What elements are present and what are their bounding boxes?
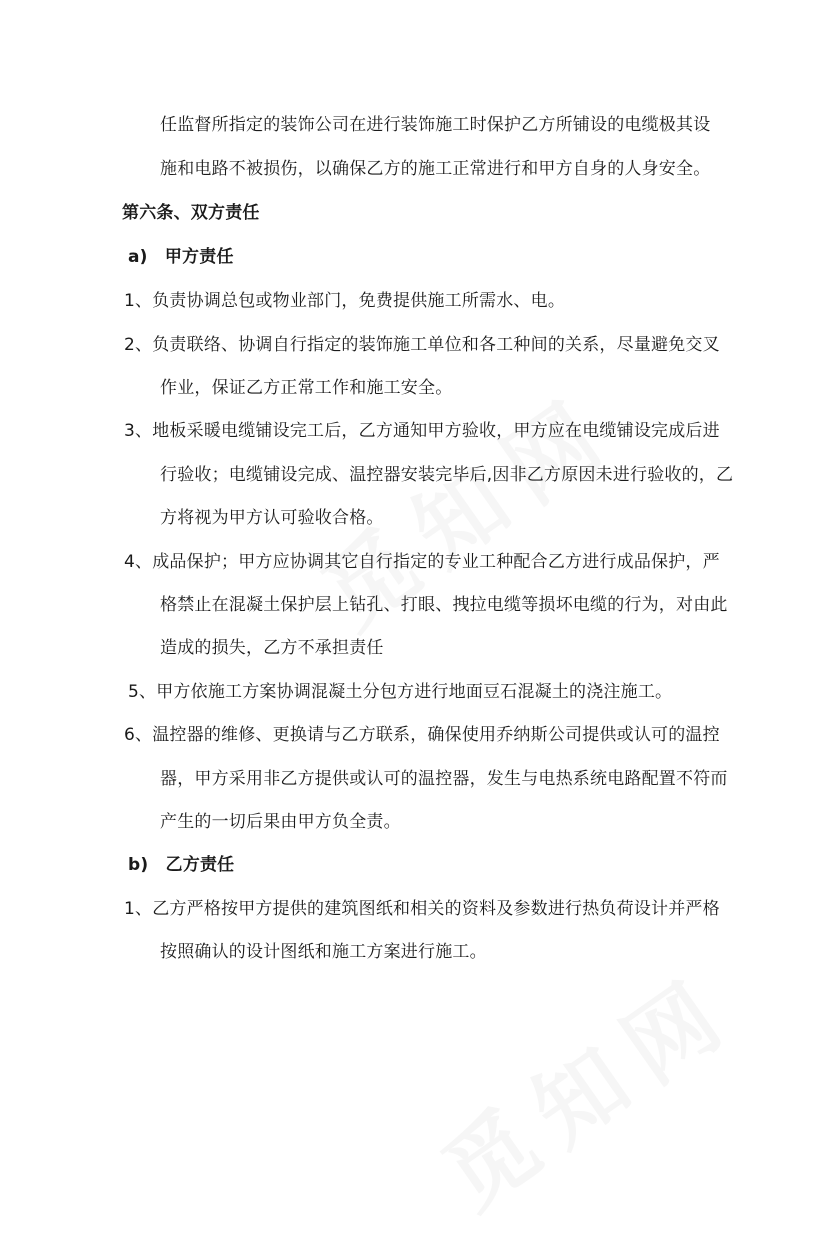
subsection-heading: a) 甲方责任	[128, 247, 234, 267]
list-item: 2、负责联络、协调自行指定的装饰施工单位和各工种间的关系，尽量避免交叉	[124, 335, 720, 355]
section-heading: 第六条、双方责任	[122, 203, 260, 223]
list-item-continuation: 行验收；电缆铺设完成、温控器安装完毕后,因非乙方原因未进行验收的，乙	[160, 465, 734, 485]
paragraph-line: 任监督所指定的装饰公司在进行装饰施工时保护乙方所铺设的电缆极其设	[160, 115, 711, 135]
list-item-continuation: 作业，保证乙方正常工作和施工安全。	[160, 378, 453, 398]
watermark-lower	[413, 937, 758, 1233]
list-item: 5、甲方依施工方案协调混凝土分包方进行地面豆石混凝土的浇注施工。	[128, 682, 673, 702]
paragraph-line: 施和电路不被损伤，以确保乙方的施工正常进行和甲方自身的人身安全。	[160, 159, 711, 179]
list-item: 6、温控器的维修、更换请与乙方联系，确保使用乔纳斯公司提供或认可的温控	[124, 725, 720, 745]
list-item: 4、成品保护；甲方应协调其它自行指定的专业工种配合乙方进行成品保护，严	[124, 552, 720, 572]
list-item-continuation: 产生的一切后果由甲方负全责。	[160, 812, 401, 832]
list-item-continuation: 器，甲方采用非乙方提供或认可的温控器，发生与电热系统电路配置不符而	[160, 769, 728, 789]
list-item-continuation: 方将视为甲方认可验收合格。	[160, 508, 384, 528]
list-item-continuation: 按照确认的设计图纸和施工方案进行施工。	[160, 942, 487, 962]
subsection-heading: b) 乙方责任	[128, 855, 235, 875]
list-item: 1、负责协调总包或物业部门，免费提供施工所需水、电。	[124, 291, 566, 311]
list-item-continuation: 格禁止在混凝土保护层上钻孔、打眼、拽拉电缆等损坏电缆的行为，对由此	[160, 595, 728, 615]
list-item-continuation: 造成的损失，乙方不承担责任	[160, 638, 384, 658]
list-item: 3、地板采暖电缆铺设完工后，乙方通知甲方验收，甲方应在电缆铺设完成后进	[124, 421, 720, 441]
list-item: 1、乙方严格按甲方提供的建筑图纸和相关的资料及参数进行热负荷设计并严格	[124, 899, 720, 919]
